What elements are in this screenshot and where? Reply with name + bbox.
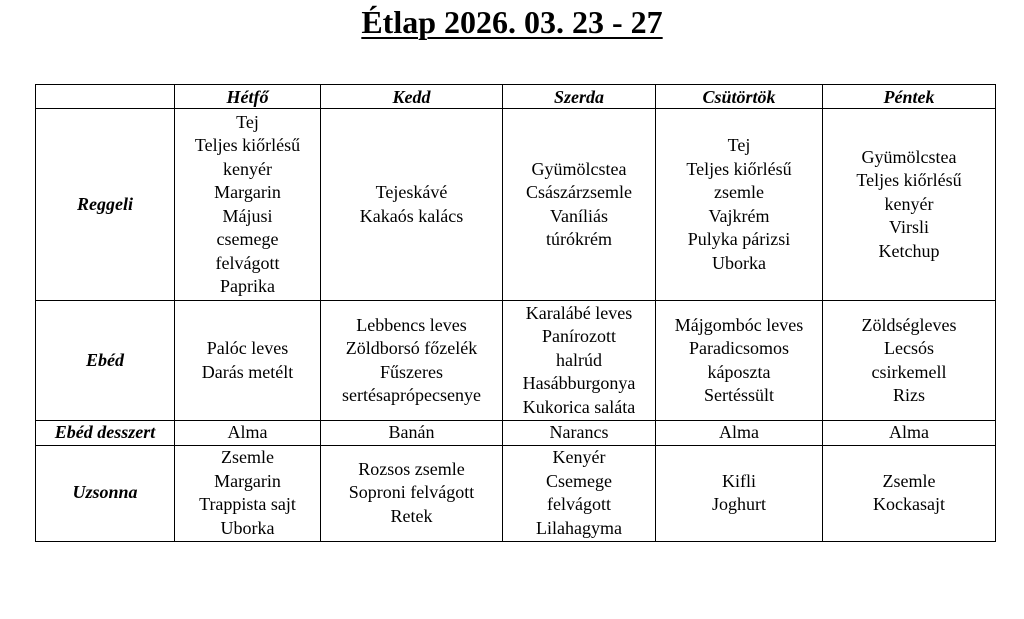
menu-item: Zsemle (221, 447, 274, 467)
menu-cell (175, 445, 321, 541)
menu-item: Uborka (712, 252, 766, 273)
menu-item: Alma (719, 422, 759, 442)
menu-cell (656, 109, 823, 301)
menu-item: Csemege (546, 470, 612, 491)
menu-item: Rizs (892, 385, 925, 405)
menu-item: Alma (889, 422, 929, 442)
menu-item: Retek (390, 505, 433, 526)
menu-item: Pulyka párizsi (687, 229, 791, 249)
menu-item: sertésaprópecsenye (342, 385, 481, 405)
menu-item: túrókrém (546, 229, 612, 249)
menu-cell (175, 109, 321, 301)
menu-cell (321, 445, 503, 541)
meal-label: Ebéd desszert (36, 421, 175, 446)
menu-cell (503, 109, 656, 301)
menu-item: csirkemell (871, 361, 947, 382)
meal-label: Reggeli (36, 109, 175, 301)
menu-body (36, 109, 996, 542)
menu-cell (503, 445, 656, 541)
menu-item: Kenyér (552, 447, 606, 467)
menu-cell (823, 301, 996, 421)
menu-item: Panírozott (542, 326, 616, 347)
menu-cell (321, 301, 503, 421)
menu-cell (321, 421, 503, 446)
meal-label: Ebéd (36, 301, 175, 421)
day-header: Kedd (321, 85, 503, 109)
menu-item: Kifli (722, 470, 756, 491)
menu-item: Uborka (220, 517, 275, 538)
menu-item: Teljes kiőrlésű (194, 135, 301, 155)
menu-cell (175, 421, 321, 446)
menu-cell (656, 301, 823, 421)
menu-item: Ketchup (878, 240, 940, 261)
menu-item: Májgombóc leves (674, 314, 804, 335)
menu-item: Zsemle (882, 470, 936, 491)
menu-item: kenyér (223, 158, 272, 179)
menu-cell (503, 421, 656, 446)
menu-item: Sertéssült (704, 385, 774, 405)
day-header: Hétfő (175, 85, 321, 109)
menu-item: Gyümölcstea (861, 146, 957, 167)
menu-item: Darás metélt (201, 361, 294, 382)
menu-item: kenyér (884, 193, 934, 214)
menu-item: Zöldborsó főzelék (345, 338, 478, 358)
menu-item: Paradicsomos (689, 338, 789, 358)
table-header-row (36, 85, 996, 109)
menu-item: Vaníliás (550, 205, 608, 226)
menu-item: Lilahagyma (536, 517, 622, 538)
menu-item: Paprika (220, 276, 275, 296)
menu-item: csemege (216, 229, 279, 249)
menu-item: Vajkrém (708, 205, 770, 226)
day-header: Csütörtök (656, 85, 823, 109)
menu-item: Soproni felvágott (348, 482, 475, 503)
menu-item: Zöldségleves (861, 314, 957, 335)
menu-item: Májusi (222, 205, 273, 226)
menu-item: Trappista sajt (199, 494, 296, 514)
menu-item: Császárzsemle (526, 182, 632, 202)
menu-item: Kukorica saláta (522, 396, 636, 417)
menu-item: Lebbencs leves (356, 314, 467, 335)
menu-cell (823, 445, 996, 541)
menu-item: felvágott (215, 252, 280, 273)
day-header: Péntek (823, 85, 996, 109)
menu-item: Tej (236, 111, 259, 132)
page-title: Étlap 2026. 03. 23 - 27 (361, 4, 663, 40)
menu-item: Kockasajt (873, 494, 945, 514)
menu-cell (656, 421, 823, 446)
meal-row (36, 421, 996, 446)
menu-item: Gyümölcstea (531, 158, 627, 179)
menu-item: Alma (227, 422, 268, 442)
menu-item: Teljes kiőrlésű (856, 170, 962, 191)
menu-item: Virsli (889, 217, 929, 238)
menu-item: Kakaós kalács (359, 205, 464, 226)
menu-item: Lecsós (884, 338, 934, 358)
menu-cell (823, 421, 996, 446)
meal-row (36, 109, 996, 301)
menu-item: Banán (388, 422, 435, 442)
menu-cell (175, 301, 321, 421)
menu-item: Teljes kiőrlésű (686, 158, 792, 179)
menu-table (35, 84, 996, 542)
menu-item: Margarin (214, 182, 281, 202)
menu-item: Tejeskávé (375, 182, 448, 202)
menu-cell (503, 301, 656, 421)
meal-row (36, 445, 996, 541)
menu-item: felvágott (547, 494, 611, 514)
menu-item: Karalábé leves (525, 302, 633, 323)
menu-item: káposzta (707, 361, 771, 382)
menu-item: Fűszeres (380, 361, 443, 382)
menu-item: Narancs (549, 422, 609, 442)
menu-cell (823, 109, 996, 301)
meal-label: Uzsonna (36, 445, 175, 541)
menu-item: Hasábburgonya (522, 373, 636, 394)
menu-item: Margarin (214, 470, 281, 491)
meal-row (36, 301, 996, 421)
menu-item: Rozsos zsemle (358, 458, 465, 479)
menu-item: Tej (727, 135, 751, 155)
header-corner-cell (36, 85, 175, 109)
menu-cell (321, 109, 503, 301)
menu-cell (656, 445, 823, 541)
day-header: Szerda (503, 85, 656, 109)
menu-item: Palóc leves (206, 338, 289, 358)
menu-item: halrúd (556, 349, 602, 370)
menu-item: zsemle (714, 182, 764, 202)
menu-item: Joghurt (712, 494, 766, 514)
